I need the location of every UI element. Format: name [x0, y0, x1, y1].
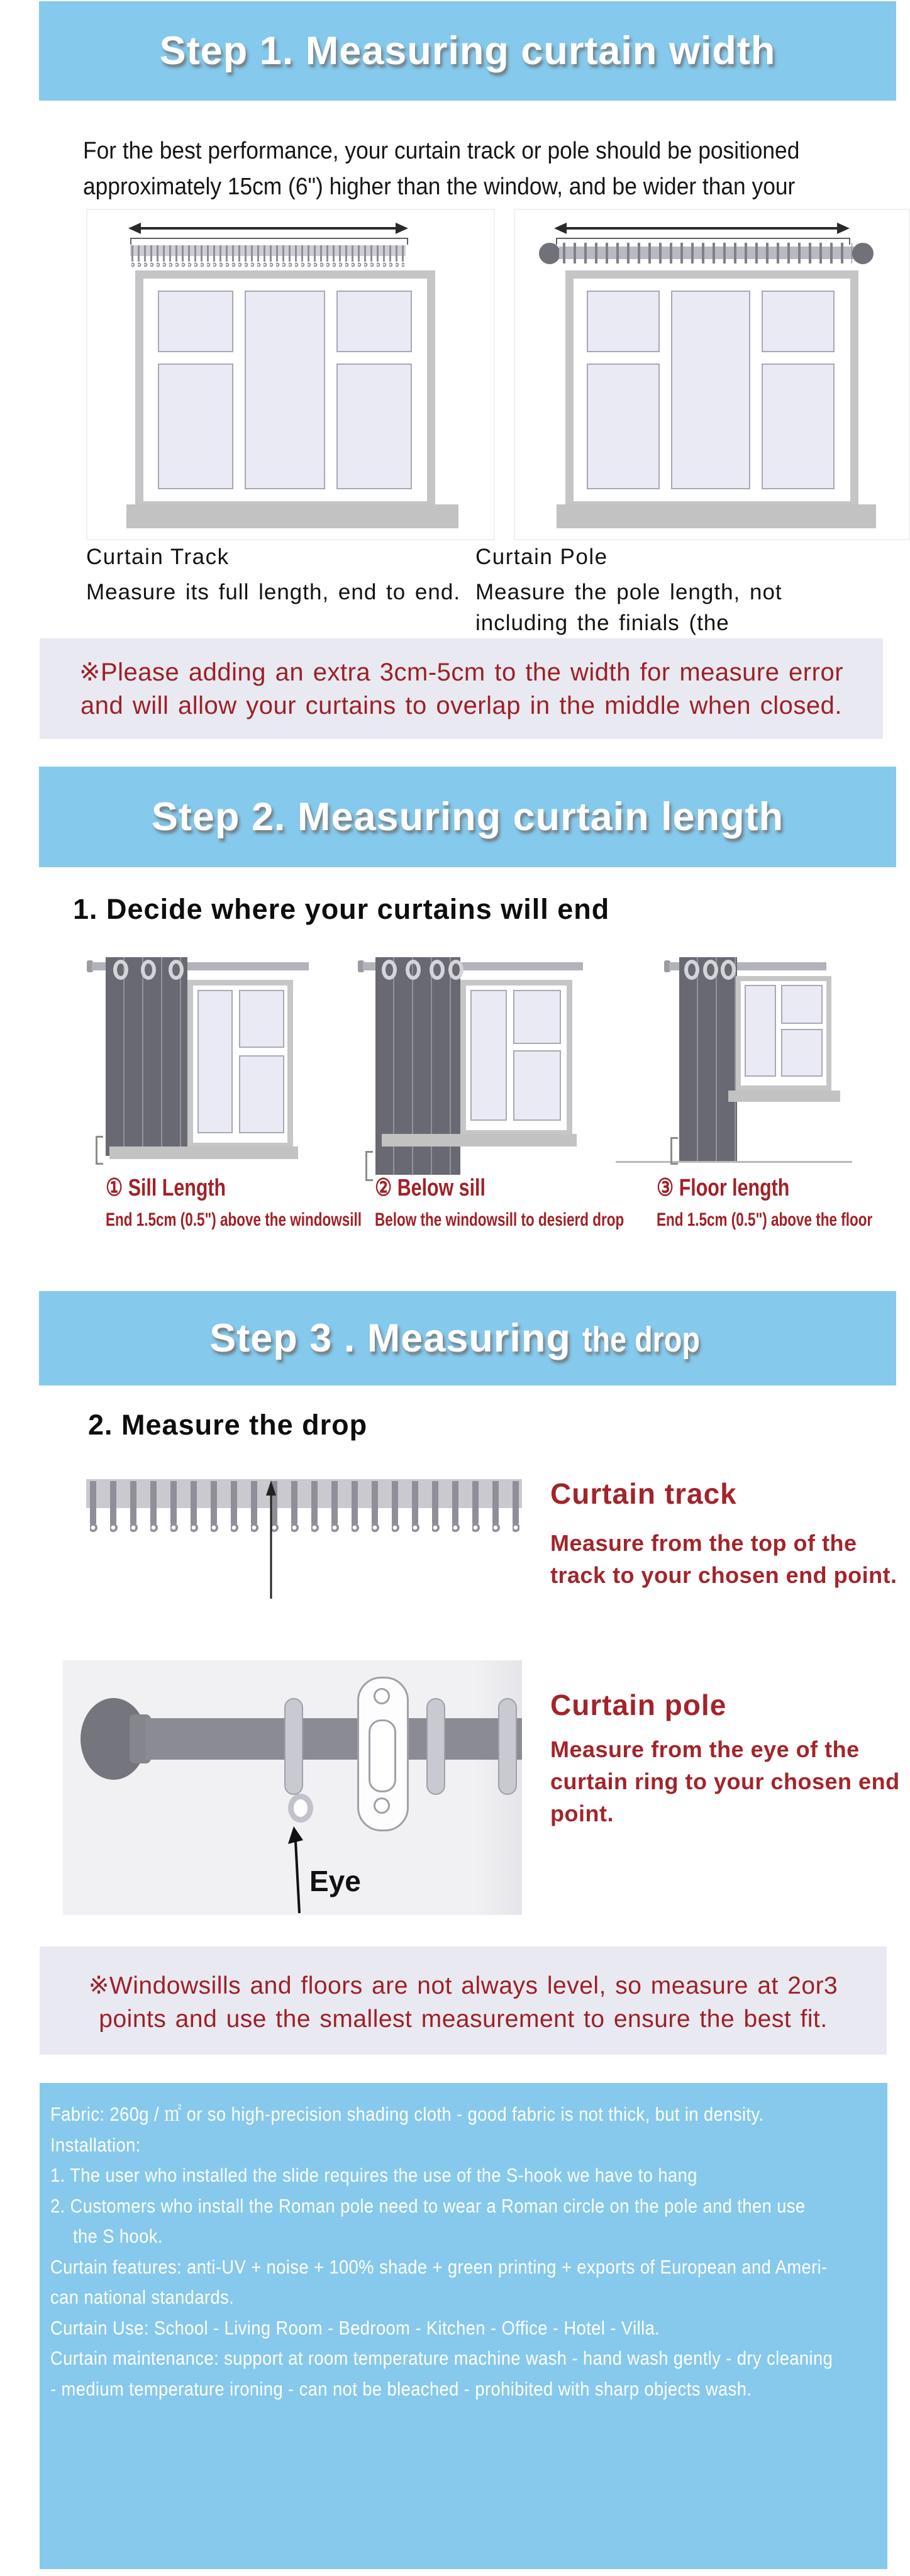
window-pane — [781, 1029, 823, 1077]
width-arrow-icon — [128, 220, 408, 236]
window-mini — [187, 980, 293, 1148]
step2-banner — [39, 767, 896, 867]
track-drop-body — [550, 1527, 897, 1591]
window-pane — [513, 1050, 561, 1121]
step1-intro-line1: For the best performance, your curtain track or pole should be positioned — [83, 138, 800, 164]
window-pane — [470, 990, 507, 1121]
windowsill — [728, 1091, 840, 1102]
sill-length-diagram — [63, 955, 327, 1172]
window-pane — [587, 364, 660, 489]
measure-bracket-icon — [670, 1137, 678, 1165]
measure-bracket-icon — [130, 238, 408, 245]
pole-drop-body2: curtain ring to your chosen end — [550, 1768, 900, 1794]
step3-banner-sub: the drop — [582, 1319, 700, 1360]
pole-drop-body — [550, 1733, 900, 1829]
bracket-screw — [374, 1797, 390, 1814]
level-note-line2: points and use the smallest measurement to ensure the best fit. — [99, 2006, 828, 2033]
option-number: ① — [106, 1175, 123, 1201]
step2-banner-title: Step 2. Measuring curtain length — [151, 795, 784, 839]
pole-caption — [475, 545, 782, 638]
pole-rings — [563, 243, 852, 264]
curtain-ring — [498, 1698, 517, 1795]
step3-heading: 2. Measure the drop — [88, 1409, 368, 1441]
track-caption-title: Curtain Track — [86, 545, 230, 569]
pole-drop-illustration — [63, 1660, 522, 1915]
grommet-icon — [169, 960, 184, 980]
grommet-icon — [382, 960, 397, 980]
option-number: ② — [375, 1175, 392, 1201]
grommet-icon — [406, 960, 421, 980]
info-line: - medium temperature ironing - can not be bleached - prohibited with sharp objects wash. — [50, 2377, 752, 2400]
window-pane — [336, 291, 412, 352]
step3-banner-main: Step 3 . Measuring — [209, 1316, 571, 1360]
width-note-line1: ※Please adding an extra 3cm-5cm to the width for measure error — [79, 658, 844, 686]
option-desc: End 1.5cm (0.5") above the floor — [657, 1209, 873, 1230]
info-line: 1. The user who installed the slide requires the use of the S-hook we have to hang — [50, 2164, 697, 2186]
grommet-icon — [141, 960, 156, 980]
pole-finial-right — [852, 243, 874, 264]
step2-heading: 1. Decide where your curtains will end — [73, 893, 610, 925]
window-pane — [336, 364, 412, 489]
floor-length-diagram — [654, 955, 899, 1172]
window-pane — [587, 291, 660, 352]
window-pane — [513, 990, 561, 1044]
pole-drop-title: Curtain pole — [550, 1689, 727, 1721]
info-line: Installation: — [50, 2133, 141, 2156]
window — [135, 270, 435, 509]
info-line: Curtain features: anti-UV + noise + 100% shade + green printing + exports of European and Ameri- — [50, 2255, 828, 2278]
window-pane — [239, 1055, 284, 1133]
option-title: Below sill — [397, 1175, 486, 1201]
track-drop-title: Curtain track — [550, 1477, 737, 1510]
up-arrow-icon — [263, 1479, 279, 1600]
curtain-track-diagram — [86, 209, 495, 540]
windowsill — [109, 1146, 298, 1159]
window-pane — [762, 291, 835, 352]
track-caption — [86, 545, 460, 608]
window-pane — [745, 985, 776, 1077]
grommet-icon — [113, 960, 128, 980]
window-mini — [460, 980, 572, 1136]
grommet-icon — [448, 960, 463, 980]
bracket-slot — [369, 1719, 396, 1792]
below-sill-diagram — [343, 955, 607, 1181]
step3-banner — [39, 1291, 896, 1385]
window-pane — [239, 990, 284, 1048]
step3-banner-title — [209, 1316, 726, 1361]
step1-banner-title: Step 1. Measuring curtain width — [159, 29, 776, 73]
windowsill — [126, 504, 458, 528]
track-drop-body2: track to your chosen end point. — [550, 1562, 897, 1588]
level-note — [40, 1946, 887, 2055]
measure-bracket-icon — [96, 1136, 103, 1165]
info-line: the S hook. — [73, 2225, 163, 2247]
curtain-panel — [106, 957, 187, 1156]
info-line: Fabric: 260g / ㎡ or so high-precision shading cloth - good fabric is not thick, but in density. — [50, 2103, 764, 2125]
pole-drop-body3: point. — [550, 1801, 614, 1826]
track-drop-body1: Measure from the top of the — [550, 1530, 857, 1556]
pole-caption-title: Curtain Pole — [475, 545, 608, 569]
width-note — [40, 638, 883, 739]
grommet-icon — [684, 960, 699, 980]
pole-finial-left — [539, 243, 560, 264]
curtain-panel — [679, 957, 737, 1163]
up-arrow-icon — [284, 1823, 312, 1914]
eye-label: Eye — [309, 1865, 361, 1897]
curtain-pole-diagram — [514, 209, 910, 540]
window-mini — [736, 976, 831, 1091]
info-line: Curtain Use: School - Living Room - Bedroom - Kitchen - Office - Hotel - Villa. — [50, 2316, 660, 2339]
window-pane — [158, 291, 233, 352]
track-caption-body: Measure its full length, end to end. — [86, 580, 461, 604]
pole-caption-body2: including the finials (the — [475, 611, 730, 635]
floor-line — [616, 1161, 852, 1163]
window-pane — [158, 364, 233, 489]
option-title: Sill Length — [128, 1175, 226, 1201]
curtain-ring — [284, 1698, 303, 1795]
track-glider-loops — [90, 1523, 519, 1534]
width-note-line2: and will allow your curtains to overlap in the middle when closed. — [80, 692, 843, 719]
track-gliders — [90, 1481, 519, 1524]
step1-banner — [39, 1, 896, 101]
ring-eye — [288, 1794, 313, 1823]
option-desc: Below the windowsill to desierd drop — [375, 1209, 624, 1230]
pole-caption-body1: Measure the pole length, not — [475, 580, 782, 604]
info-line: can national standards. — [50, 2286, 235, 2308]
option-number: ③ — [657, 1175, 674, 1201]
grommet-icon — [703, 960, 718, 980]
step1-intro — [83, 133, 901, 205]
option-caption-floor-length — [657, 1174, 910, 1231]
track-glider-loops — [131, 262, 404, 269]
info-line: Curtain maintenance: support at room temperature machine wash - hand wash gently - dry cleaning — [50, 2347, 833, 2369]
windowsill — [382, 1134, 577, 1146]
width-arrow-icon — [554, 220, 850, 236]
window-pane — [671, 291, 750, 489]
windowsill — [557, 504, 876, 528]
window-pane — [762, 364, 835, 489]
window-pane — [781, 985, 823, 1024]
window-pane — [245, 291, 325, 489]
pole-drop-body1: Measure from the eye of the — [550, 1736, 860, 1762]
info-line: 2. Customers who install the Roman pole need to wear a Roman circle on the pole and then use — [50, 2194, 806, 2217]
product-info-block — [40, 2083, 887, 2569]
curtain-pole-bar — [146, 1718, 522, 1760]
track-gliders — [131, 245, 404, 262]
grommet-icon — [721, 960, 736, 980]
window — [565, 270, 858, 509]
curtain-ring — [426, 1698, 445, 1795]
step1-intro-line2: approximately 15cm (6") higher than the window, and be wider than your — [83, 174, 796, 200]
option-title: Floor length — [679, 1175, 790, 1201]
bracket-screw — [374, 1688, 390, 1704]
option-desc: End 1.5cm (0.5") above the windowsill — [106, 1209, 362, 1230]
level-note-line1: ※Windowsills and floors are not always level, so measure at 2or3 — [88, 1972, 838, 1999]
grommet-icon — [430, 960, 445, 980]
window-pane — [197, 990, 233, 1133]
